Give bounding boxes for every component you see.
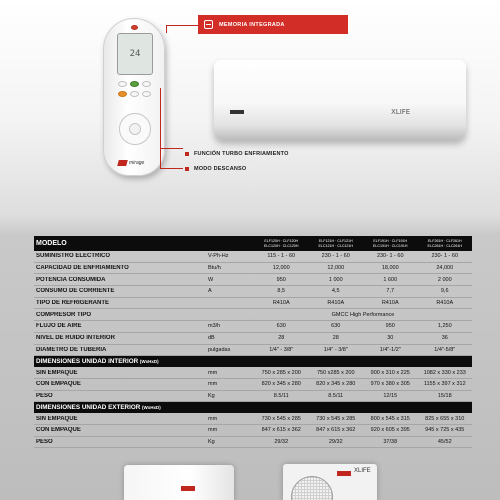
connector-line (160, 88, 161, 168)
remote-control-image (103, 18, 165, 176)
feature-turbo: FUNCIÓN TURBO ENFRIAMIENTO (185, 151, 289, 157)
bullet-icon (185, 152, 189, 156)
unit-logo (230, 110, 244, 114)
table-row: CON EMPAQUE mm 847 x 615 x 362 847 x 615 x 362 920 x 605 x 395 945 x 725 x 435 (34, 425, 472, 437)
remote-button-icon (118, 81, 127, 87)
bullet-icon (185, 167, 189, 171)
outdoor-unit-image (283, 464, 377, 500)
table-row: CAPACIDAD DE ENFRIAMIENTO Btu/h 12,000 12,000 18,000 24,000 (34, 263, 472, 275)
unit-logo (181, 486, 195, 491)
model-column-header: ELF121H · CLF121H ELC121H · CLC121H (318, 239, 354, 248)
table-row: CONSUMO DE CORRIENTE A 8,5 4,5 7,7 9,6 (34, 286, 472, 298)
header-label: MODELO (36, 240, 67, 247)
unit-logo (337, 471, 351, 476)
remote-button-icon (130, 91, 139, 97)
connector-line (160, 148, 183, 149)
section-header-interior: DIMENSIONES UNIDAD INTERIOR (WxHxD) (34, 356, 472, 367)
remote-button-icon (118, 91, 127, 97)
connector-line (160, 168, 183, 169)
connector-line (166, 25, 198, 26)
table-row: CON EMPAQUE mm 820 x 345 x 280 820 x 345 x 280 970 x 380 x 305 1155 x 397 x 312 (34, 379, 472, 391)
fan-grille-icon (291, 476, 333, 500)
indoor-unit-image (214, 60, 466, 140)
badge-label: MEMORIA INTEGRADA (219, 21, 285, 28)
table-row: DIÁMETRO DE TUBERÍA pulgadas 1/4" - 3/8" 1/4" - 3/8" 1/4"-1/2" 1/4"-5/8" (34, 345, 472, 357)
unit-brand-label: XLIFE (354, 468, 371, 474)
direction-pad-icon (119, 113, 151, 145)
remote-display: 24 (117, 33, 153, 75)
memory-chip-icon (204, 20, 213, 29)
spec-table (34, 236, 472, 448)
remote-brand-logo: mirage (118, 160, 144, 166)
outdoor-unit-image (124, 465, 234, 500)
table-row: POTENCIA CONSUMIDA W 950 1 000 1 600 2 000 (34, 274, 472, 286)
table-row: NIVEL DE RUIDO INTERIOR dB 28 28 30 36 (34, 333, 472, 345)
table-row: SUMINISTRO ELÉCTRICO V-Ph-Hz 115 - 1 - 60 230 - 1 - 60 230- 1 - 60 230- 1 - 60 (34, 251, 472, 263)
table-row: SIN EMPAQUE mm 750 x 285 x 200 750 x285 x 200 900 x 310 x 225 1082 x 330 x 233 (34, 367, 472, 379)
table-row: TIPO DE REFRIGERANTE R410A R410A R410A R410A (34, 298, 472, 310)
remote-button-icon (142, 81, 151, 87)
section-header-exterior: DIMENSIONES UNIDAD EXTERIOR (WxHxD) (34, 402, 472, 413)
model-column-header: ELF120H · CLF120H ELC120H · CLC120H (263, 239, 299, 248)
model-column-header: ELF191H · CLF191H ELC191H · CLC191H (372, 239, 408, 248)
feature-sleep-mode: MODO DESCANSO (185, 166, 246, 172)
connector-line (166, 25, 167, 33)
table-header-row (34, 236, 472, 251)
table-row: PESO Kg 8.5/11 8.5/11 12/15 15/18 (34, 391, 472, 403)
table-row: PESO Kg 29/32 29/32 37/38 45/52 (34, 437, 472, 449)
model-column-header: ELF261H · CLF261H ELC261H · CLC261H (427, 239, 463, 248)
power-button-icon (131, 25, 138, 30)
memory-feature-badge (198, 15, 348, 34)
remote-button-icon (130, 81, 139, 87)
table-row: FLUJO DE AIRE m3/h 630 630 950 1,250 (34, 321, 472, 333)
remote-button-icon (142, 91, 151, 97)
table-row: SIN EMPAQUE mm 730 x 545 x 285 730 x 545 x 285 800 x 545 x 315 825 x 655 x 310 (34, 413, 472, 425)
unit-brand-label: XLIFE (391, 108, 411, 116)
table-row: COMPRESOR TIPO GMCC High Performance (34, 309, 472, 321)
